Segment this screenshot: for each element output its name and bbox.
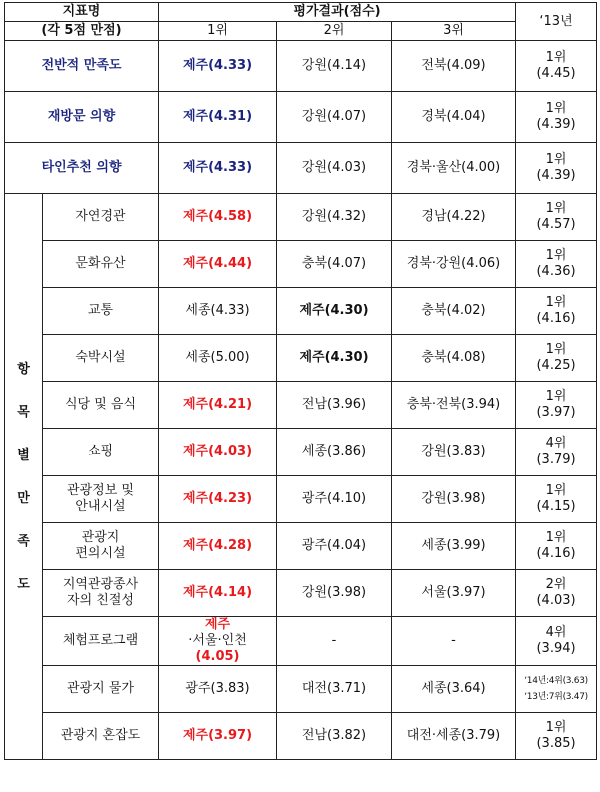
year13-rank: 1위 bbox=[545, 101, 567, 116]
year13-score: (3.97) bbox=[536, 405, 576, 420]
row-name-line2: 편의시설 bbox=[75, 546, 126, 561]
row-name-line2: 자의 친절성 bbox=[67, 593, 134, 608]
row-name: 관광지 물가 bbox=[43, 666, 159, 713]
row-name: 타인추천 의향 bbox=[5, 143, 159, 194]
year13-cell bbox=[516, 143, 597, 194]
header-row-1 bbox=[5, 3, 597, 22]
row-name bbox=[43, 523, 159, 570]
table-row bbox=[5, 523, 597, 570]
year13-rank: 1위 bbox=[545, 342, 567, 357]
year13-cell bbox=[516, 570, 597, 617]
year13-rank: 2위 bbox=[545, 577, 567, 592]
year13-rank: 1위 bbox=[545, 248, 567, 263]
rank1-cell bbox=[159, 617, 277, 666]
year13-score: (4.45) bbox=[536, 66, 576, 81]
rank2-cell: 제주(4.30) bbox=[277, 335, 392, 382]
year13-score: (4.16) bbox=[536, 311, 576, 326]
table-row bbox=[5, 666, 597, 713]
table-row bbox=[5, 570, 597, 617]
side-label-char: 만 bbox=[17, 490, 30, 506]
rank2-cell: 광주(4.04) bbox=[277, 523, 392, 570]
year13-cell bbox=[516, 523, 597, 570]
rank3-cell: 세종(3.99) bbox=[392, 523, 516, 570]
rank3-cell: 전북(4.09) bbox=[392, 41, 516, 92]
table-row bbox=[5, 241, 597, 288]
year13-score: (4.03) bbox=[536, 593, 576, 608]
row-name-line1: 지역관광종사 bbox=[62, 577, 139, 592]
year13-cell bbox=[516, 335, 597, 382]
side-label-char: 별 bbox=[17, 447, 30, 463]
year13-score: (3.94) bbox=[536, 641, 576, 656]
rank2-cell: 제주(4.30) bbox=[277, 288, 392, 335]
rank1-cell: 제주(3.97) bbox=[159, 713, 277, 760]
year13-score: (3.79) bbox=[536, 452, 576, 467]
row-name: 재방문 의향 bbox=[5, 92, 159, 143]
row-name: 교통 bbox=[43, 288, 159, 335]
row-name: 문화유산 bbox=[43, 241, 159, 288]
table-wrapper bbox=[4, 2, 597, 760]
table-row bbox=[5, 335, 597, 382]
header-rank3: 3위 bbox=[392, 22, 516, 41]
year13-rank: 1위 bbox=[545, 295, 567, 310]
header-row-2 bbox=[5, 22, 597, 41]
rank3-cell: 세종(3.64) bbox=[392, 666, 516, 713]
rank3-cell: 서울(3.97) bbox=[392, 570, 516, 617]
rank3-cell: 경남(4.22) bbox=[392, 194, 516, 241]
table-row bbox=[5, 143, 597, 194]
year13-rank: 4위 bbox=[545, 625, 567, 640]
row-name bbox=[43, 476, 159, 523]
row-name: 체험프로그램 bbox=[43, 617, 159, 666]
row-name bbox=[43, 570, 159, 617]
year13-rank: 1위 bbox=[545, 50, 567, 65]
rank3-cell: 대전·세종(3.79) bbox=[392, 713, 516, 760]
rank1-cell: 세종(5.00) bbox=[159, 335, 277, 382]
year13-cell bbox=[516, 617, 597, 666]
year13-rank: 1위 bbox=[545, 389, 567, 404]
row-name: 식당 및 음식 bbox=[43, 382, 159, 429]
rank1-cell: 제주(4.28) bbox=[159, 523, 277, 570]
side-label-item-satisfaction bbox=[5, 194, 43, 760]
header-rank1: 1위 bbox=[159, 22, 277, 41]
year13-score: (3.85) bbox=[536, 736, 576, 751]
year13-rank: 1위 bbox=[545, 152, 567, 167]
year13-score: (4.39) bbox=[536, 117, 576, 132]
row-name: 전반적 만족도 bbox=[5, 41, 159, 92]
rank2-cell: 충북(4.07) bbox=[277, 241, 392, 288]
rank3-cell: 강원(3.98) bbox=[392, 476, 516, 523]
year13-score: (4.36) bbox=[536, 264, 576, 279]
rank1-cell: 세종(4.33) bbox=[159, 288, 277, 335]
header-rank2: 2위 bbox=[277, 22, 392, 41]
rank1-highlight: 제주 bbox=[204, 617, 231, 632]
side-label-char: 목 bbox=[17, 404, 30, 420]
rank2-cell: 광주(4.10) bbox=[277, 476, 392, 523]
table-row bbox=[5, 194, 597, 241]
rank2-cell: 대전(3.71) bbox=[277, 666, 392, 713]
rank1-cell: 제주(4.58) bbox=[159, 194, 277, 241]
row-name: 숙박시설 bbox=[43, 335, 159, 382]
year13-score: (4.15) bbox=[536, 499, 576, 514]
rank2-cell: 세종(3.86) bbox=[277, 429, 392, 476]
table-row bbox=[5, 382, 597, 429]
rank1-cell: 제주(4.33) bbox=[159, 143, 277, 194]
rank2-cell: 강원(4.14) bbox=[277, 41, 392, 92]
rank1-cell: 제주(4.03) bbox=[159, 429, 277, 476]
year13-rank: 4위 bbox=[545, 436, 567, 451]
rank2-cell: 강원(4.32) bbox=[277, 194, 392, 241]
rank2-cell: - bbox=[277, 617, 392, 666]
year14-rank-note: ‘14년:4위(3.63) bbox=[524, 676, 588, 686]
rank1-cell: 제주(4.21) bbox=[159, 382, 277, 429]
table-row bbox=[5, 713, 597, 760]
year13-cell bbox=[516, 41, 597, 92]
year13-cell bbox=[516, 713, 597, 760]
rank2-cell: 전남(3.96) bbox=[277, 382, 392, 429]
header-results: 평가결과(점수) bbox=[159, 3, 516, 22]
year13-cell bbox=[516, 666, 597, 713]
year13-cell bbox=[516, 476, 597, 523]
year13-cell bbox=[516, 92, 597, 143]
rank1-cell: 제주(4.31) bbox=[159, 92, 277, 143]
table-row bbox=[5, 41, 597, 92]
rank3-cell: 경북·강원(4.06) bbox=[392, 241, 516, 288]
rank3-cell: 강원(3.83) bbox=[392, 429, 516, 476]
rank1-cell: 광주(3.83) bbox=[159, 666, 277, 713]
year13-rank: 1위 bbox=[545, 201, 567, 216]
year13-cell bbox=[516, 194, 597, 241]
year13-rank: 1위 bbox=[545, 720, 567, 735]
year13-cell bbox=[516, 288, 597, 335]
year13-score: (4.16) bbox=[536, 546, 576, 561]
table-row bbox=[5, 617, 597, 666]
side-label-char: 항 bbox=[17, 361, 30, 377]
rank1-score: (4.05) bbox=[195, 649, 240, 664]
year13-score: (4.39) bbox=[536, 168, 576, 183]
year13-score: (4.57) bbox=[536, 217, 576, 232]
row-name: 쇼핑 bbox=[43, 429, 159, 476]
year13-rank: 1위 bbox=[545, 483, 567, 498]
rank1-cell: 제주(4.23) bbox=[159, 476, 277, 523]
year13-cell bbox=[516, 241, 597, 288]
rank2-cell: 강원(4.07) bbox=[277, 92, 392, 143]
rank3-cell: 충북(4.08) bbox=[392, 335, 516, 382]
rank1-tied: ·서울·인천 bbox=[188, 633, 247, 648]
rank1-cell: 제주(4.33) bbox=[159, 41, 277, 92]
rank2-cell: 강원(4.03) bbox=[277, 143, 392, 194]
header-year13: ‘13년 bbox=[516, 3, 597, 41]
header-indicator: 지표명 bbox=[5, 3, 159, 22]
year13-cell bbox=[516, 429, 597, 476]
satisfaction-table bbox=[4, 2, 597, 760]
rank3-cell: 충북(4.02) bbox=[392, 288, 516, 335]
rank3-cell: 충북·전북(3.94) bbox=[392, 382, 516, 429]
side-label-char: 족 bbox=[17, 533, 30, 549]
year13-rank: 1위 bbox=[545, 530, 567, 545]
table-row bbox=[5, 92, 597, 143]
side-label-char: 도 bbox=[17, 576, 30, 592]
rank3-cell: 경북·울산(4.00) bbox=[392, 143, 516, 194]
table-row bbox=[5, 476, 597, 523]
rank1-cell: 제주(4.44) bbox=[159, 241, 277, 288]
rank2-cell: 강원(3.98) bbox=[277, 570, 392, 617]
rank3-cell: 경북(4.04) bbox=[392, 92, 516, 143]
row-name-line1: 관광정보 및 bbox=[67, 483, 134, 498]
row-name: 자연경관 bbox=[43, 194, 159, 241]
rank2-cell: 전남(3.82) bbox=[277, 713, 392, 760]
row-name-line1: 관광지 bbox=[81, 530, 120, 545]
table-row bbox=[5, 288, 597, 335]
header-indicator-note: (각 5점 만점) bbox=[5, 22, 159, 41]
rank3-cell: - bbox=[392, 617, 516, 666]
table-row bbox=[5, 429, 597, 476]
year13-score: (4.25) bbox=[536, 358, 576, 373]
row-name: 관광지 혼잡도 bbox=[43, 713, 159, 760]
year13-cell bbox=[516, 382, 597, 429]
rank1-cell: 제주(4.14) bbox=[159, 570, 277, 617]
row-name-line2: 안내시설 bbox=[75, 499, 126, 514]
year13-rank-note: ‘13년:7위(3.47) bbox=[524, 692, 588, 702]
